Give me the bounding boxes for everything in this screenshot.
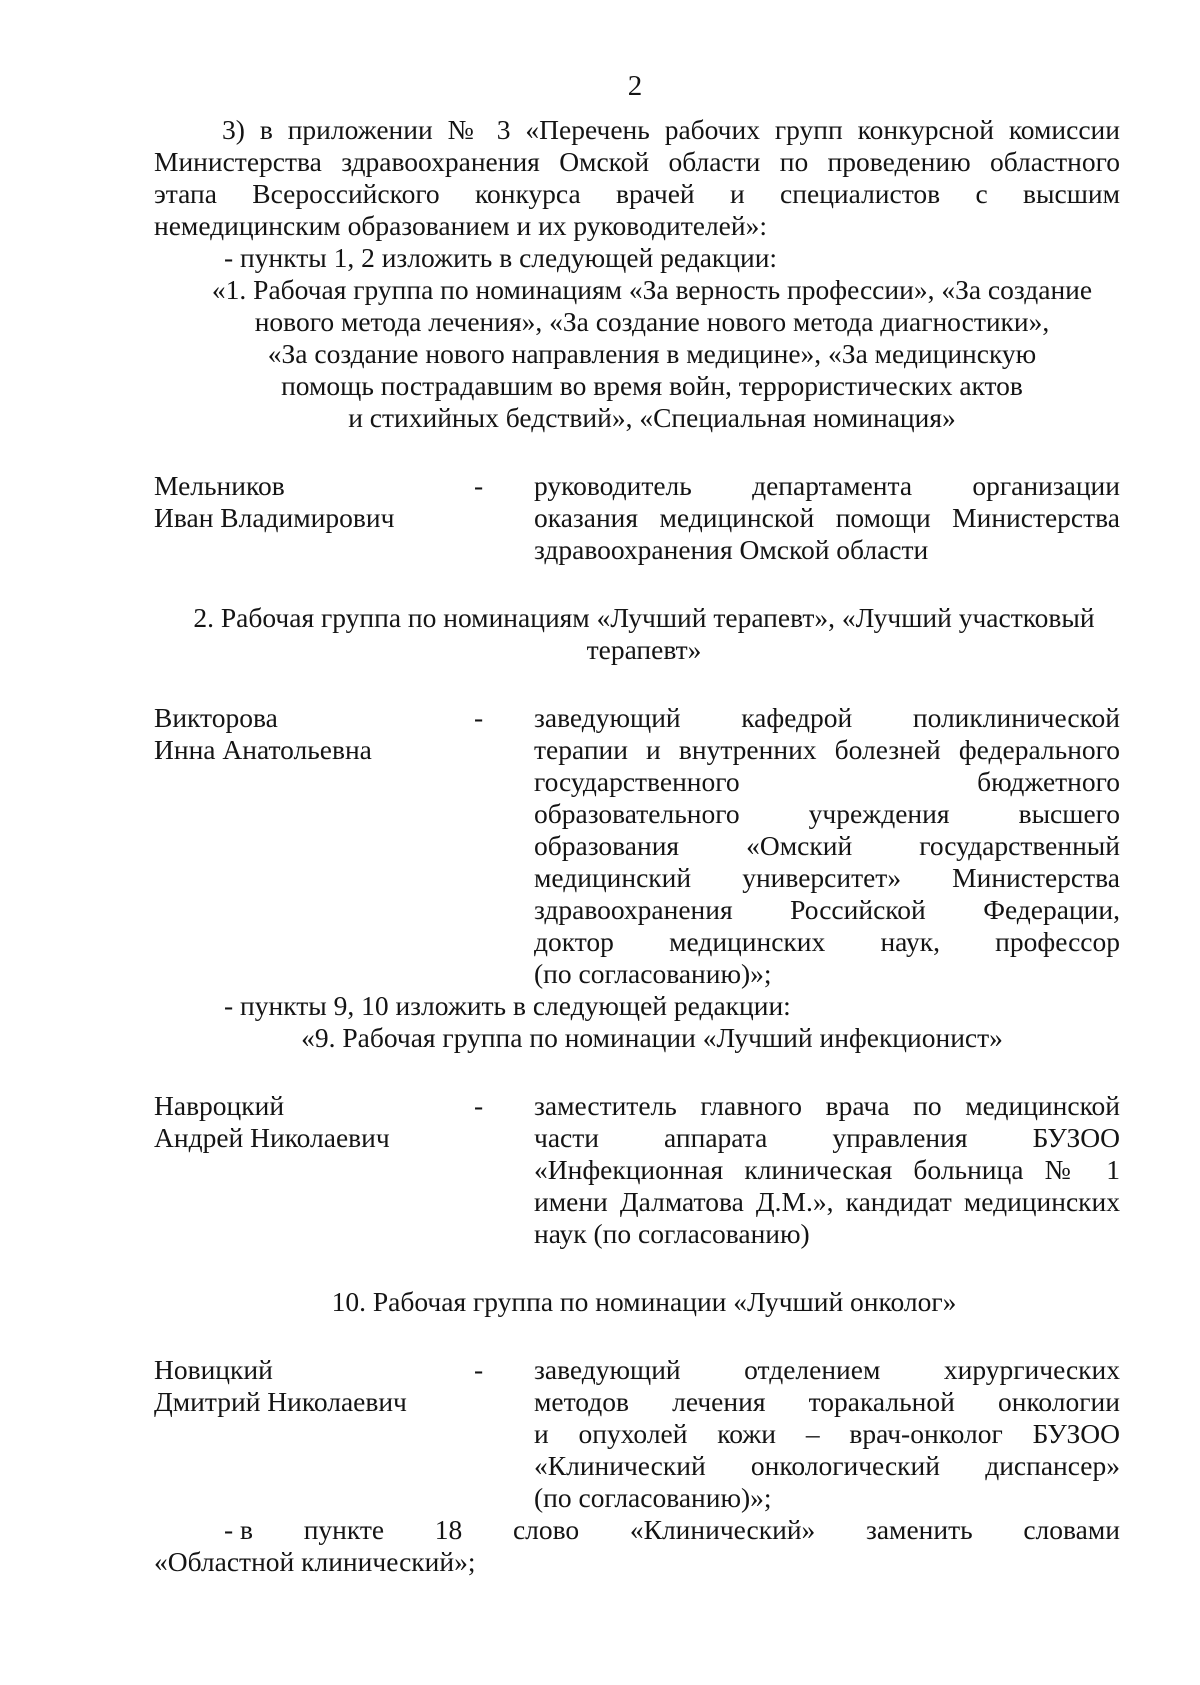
member-name (154, 1090, 474, 1154)
clause-word: - в (224, 1514, 254, 1545)
heading-line: помощь пострадавшим во время войн, террористических актов (281, 370, 1023, 401)
clause-word: 18 (434, 1514, 463, 1545)
description-line: (по согласованию)»; (534, 958, 772, 989)
description-line: доктор медицинских наук, профессор (534, 926, 1120, 957)
description-line: заместитель главного врача по медицинской (534, 1090, 1120, 1121)
member-navrotsky (154, 1090, 1120, 1250)
description-line: «Инфекционная клиническая больница № 1 (534, 1154, 1120, 1185)
member-name (154, 470, 474, 534)
description-line: заведующий кафедрой поликлинической (534, 702, 1120, 733)
description-line: здравоохранения Российской Федерации, (534, 894, 1120, 925)
group-9-heading (154, 1022, 1120, 1054)
clause-items-9-10: - пункты 9, 10 изложить в следующей редакции: (224, 990, 791, 1021)
intro-line: Министерства здравоохранения Омской области по проведению областного (154, 146, 1120, 177)
member-given-name: Андрей Николаевич (154, 1122, 390, 1153)
description-line: (по согласованию)»; (534, 1482, 772, 1513)
description-line: методов лечения торакальной онкологии (534, 1386, 1120, 1417)
intro-line: немедицинским образованием и их руководителей»: (154, 210, 767, 241)
description-line: заведующий отделением хирургических (534, 1354, 1120, 1385)
group-10-heading (154, 1286, 1120, 1318)
member-dash: - (474, 470, 484, 501)
description-line: здравоохранения Омской области (534, 534, 929, 565)
member-name (154, 1354, 474, 1418)
clause-item-18-continuation: «Областной клинический»; (154, 1546, 476, 1577)
description-line: терапии и внутренних болезней федерального (534, 734, 1120, 765)
description-line: наук (по согласованию) (534, 1218, 810, 1249)
heading-line: и стихийных бедствий», «Специальная номинация» (348, 402, 956, 433)
member-dash: - (474, 702, 484, 733)
heading-line: «За создание нового направления в медицине», «За медицинскую (267, 338, 1037, 369)
group-2-heading (154, 602, 1120, 666)
clause-word: пункте (303, 1514, 385, 1545)
description-line: имени Далматова Д.М.», кандидат медицинских (534, 1186, 1120, 1217)
member-surname: Викторова (154, 702, 278, 733)
heading-line: терапевт» (586, 634, 702, 665)
member-description (534, 470, 1120, 566)
member-surname: Мельников (154, 470, 285, 501)
intro-paragraph (154, 114, 1120, 242)
intro-line: этапа Всероссийского конкурса врачей и специалистов с высшим (154, 178, 1120, 209)
clause-items-1-2: - пункты 1, 2 изложить в следующей редакции: (224, 242, 778, 273)
heading-line: 2. Рабочая группа по номинациям «Лучший терапевт», «Лучший участковый (193, 602, 1095, 633)
clause-word: «Клинический» (629, 1514, 816, 1545)
clause-word: словами (1023, 1514, 1120, 1545)
description-line: части аппарата управления БУЗОО (534, 1122, 1120, 1153)
member-surname: Навроцкий (154, 1090, 285, 1121)
clause-word: заменить (865, 1514, 973, 1545)
member-dash: - (474, 1354, 484, 1385)
member-given-name: Инна Анатольевна (154, 734, 372, 765)
member-description (534, 1090, 1120, 1250)
description-line: медицинский университет» Министерства (534, 862, 1120, 893)
member-surname: Новицкий (154, 1354, 273, 1385)
description-line: оказания медицинской помощи Министерства (534, 502, 1120, 533)
member-given-name: Дмитрий Николаевич (154, 1386, 407, 1417)
member-dash: - (474, 1090, 484, 1121)
clause-item-18 (154, 1514, 1120, 1546)
heading-line: «1. Рабочая группа по номинациям «За верность профессии», «За создание (211, 274, 1093, 305)
member-name (154, 702, 474, 766)
member-novitsky (154, 1354, 1120, 1514)
member-description (534, 702, 1120, 990)
heading-line: нового метода лечения», «За создание нового метода диагностики», (254, 306, 1050, 337)
heading-line: «9. Рабочая группа по номинации «Лучший инфекционист» (301, 1022, 1003, 1053)
document-body (154, 114, 1120, 1578)
description-line: образовательного учреждения высшего (534, 798, 1120, 829)
clause-word: слово (512, 1514, 580, 1545)
intro-line: 3) в приложении № 3 «Перечень рабочих групп конкурсной комиссии (222, 114, 1120, 145)
member-description (534, 1354, 1120, 1514)
description-line: руководитель департамента организации (534, 470, 1120, 501)
member-given-name: Иван Владимирович (154, 502, 395, 533)
member-melnikov (154, 470, 1120, 566)
group-1-heading (154, 274, 1120, 434)
description-line: государственного бюджетного (534, 766, 1120, 797)
description-line: и опухолей кожи – врач-онколог БУЗОО (534, 1418, 1120, 1449)
member-viktorova (154, 702, 1120, 990)
description-line: «Клинический онкологический диспансер» (534, 1450, 1120, 1481)
page-number: 2 (627, 70, 643, 102)
description-line: образования «Омский государственный (534, 830, 1120, 861)
heading-line: 10. Рабочая группа по номинации «Лучший онколог» (331, 1286, 957, 1317)
